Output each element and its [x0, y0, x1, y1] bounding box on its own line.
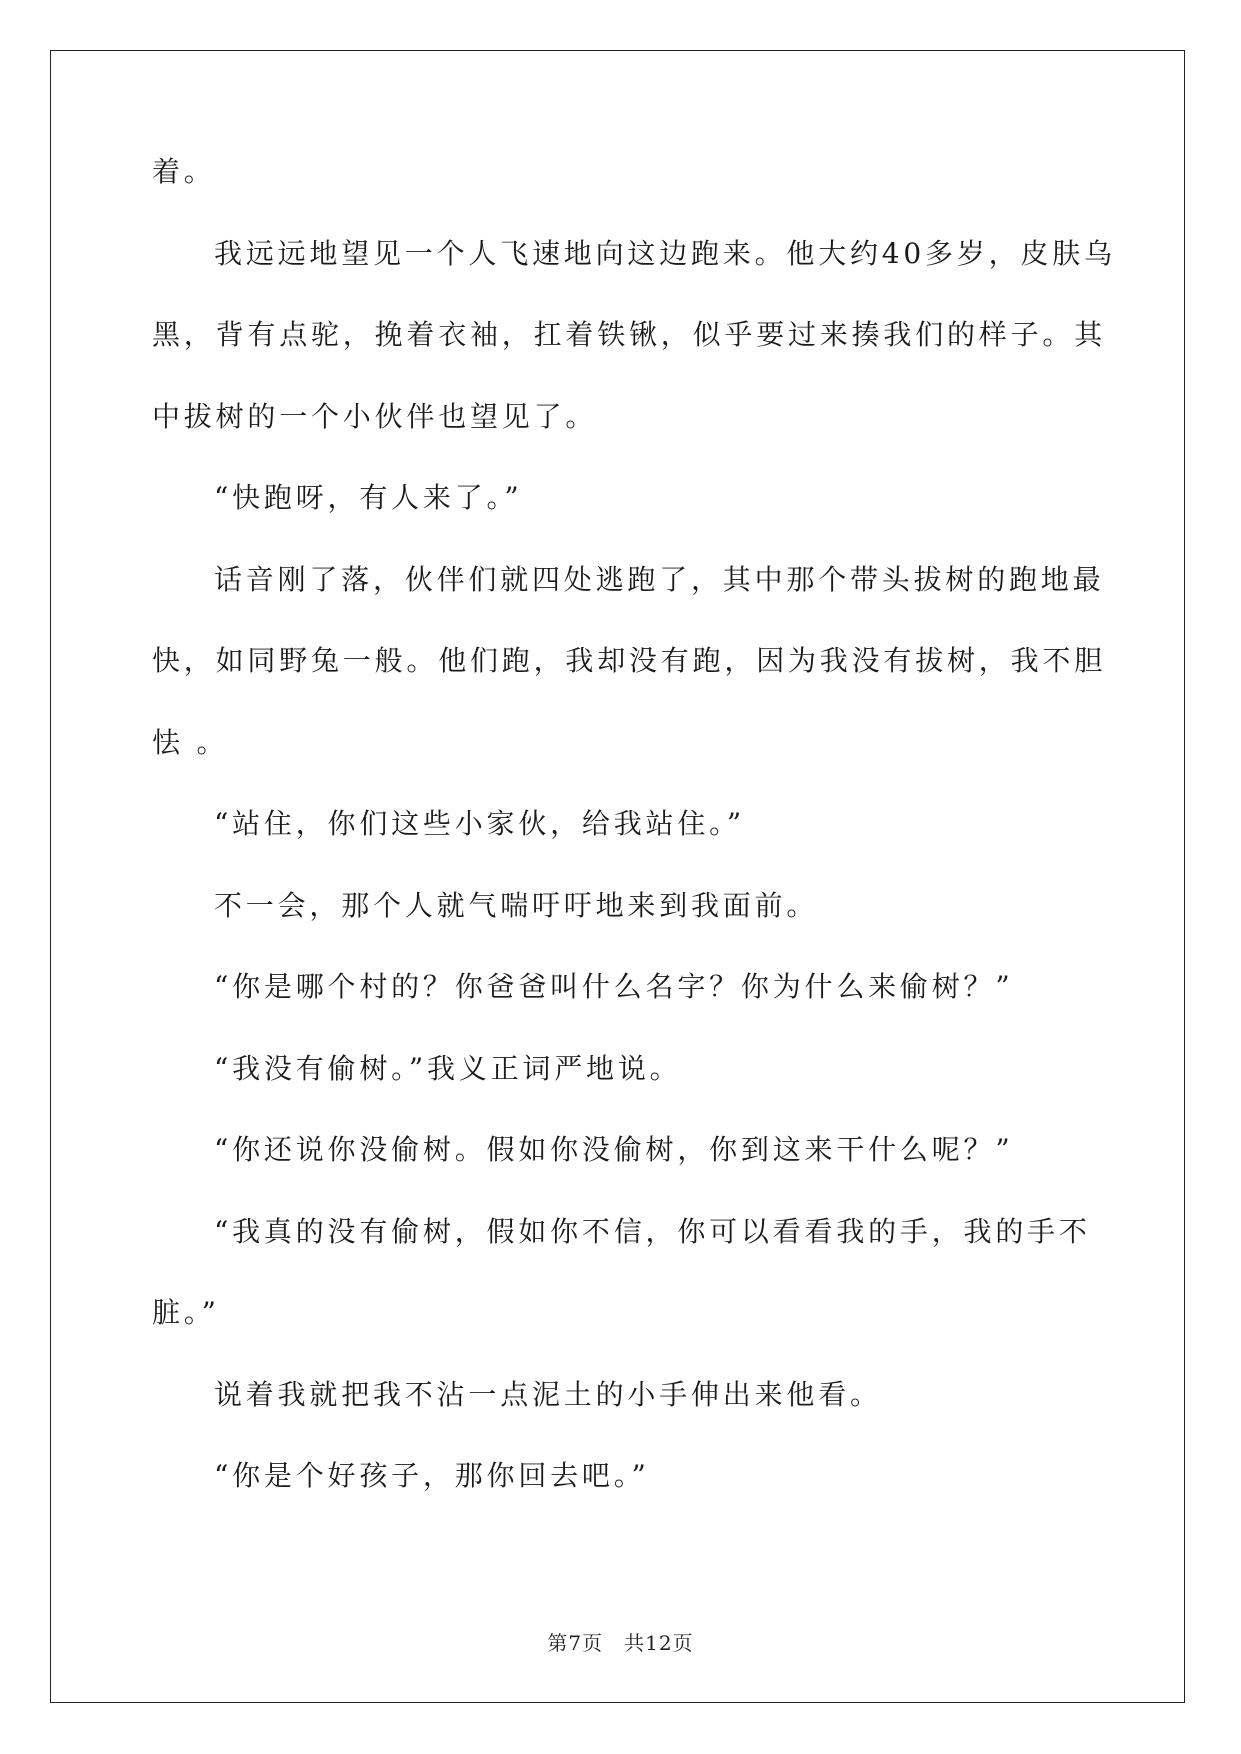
text-line: 我远远地望见一个人飞速地向这边跑来。他大约40多岁，皮肤乌	[214, 236, 1116, 270]
text-line: 脏。”	[152, 1296, 220, 1329]
text-line: 说着我就把我不沾一点泥土的小手伸出来他看。	[214, 1377, 882, 1411]
text-line: “我没有偷树。”我义正词严地说。	[214, 1051, 682, 1085]
text-line: 怯 。	[152, 725, 229, 759]
text-line: 着。	[152, 155, 216, 188]
text-line: “你还说你没偷树。假如你没偷树，你到这来干什么呢？”	[214, 1133, 1014, 1166]
text-line: “我真的没有偷树，假如你不信，你可以看看我的手，我的手不	[214, 1214, 1091, 1248]
text-line: “站住，你们这些小家伙，给我站住。”	[214, 807, 746, 840]
text-line: “你是个好孩子，那你回去吧。”	[214, 1459, 650, 1492]
text-line: 不一会，那个人就气喘吁吁地来到我面前。	[214, 888, 819, 922]
page-number-footer: 第7页 共12页	[547, 1631, 694, 1655]
text-line: 快，如同野兔一般。他们跑，我却没有跑，因为我没有拔树，我不胆	[152, 644, 1107, 677]
text-line: 黑，背有点驼，挽着衣袖，扛着铁锹，似乎要过来揍我们的样子。其	[152, 318, 1107, 351]
text-line: “你是哪个村的？你爸爸叫什么名字？你为什么来偷树？”	[214, 970, 1014, 1003]
text-line: “快跑呀，有人来了。”	[214, 481, 523, 514]
text-line: 中拔树的一个小伙伴也望见了。	[152, 399, 598, 433]
text-line: 话音刚了落，伙伴们就四处逃跑了，其中那个带头拔树的跑地最	[214, 562, 1105, 596]
